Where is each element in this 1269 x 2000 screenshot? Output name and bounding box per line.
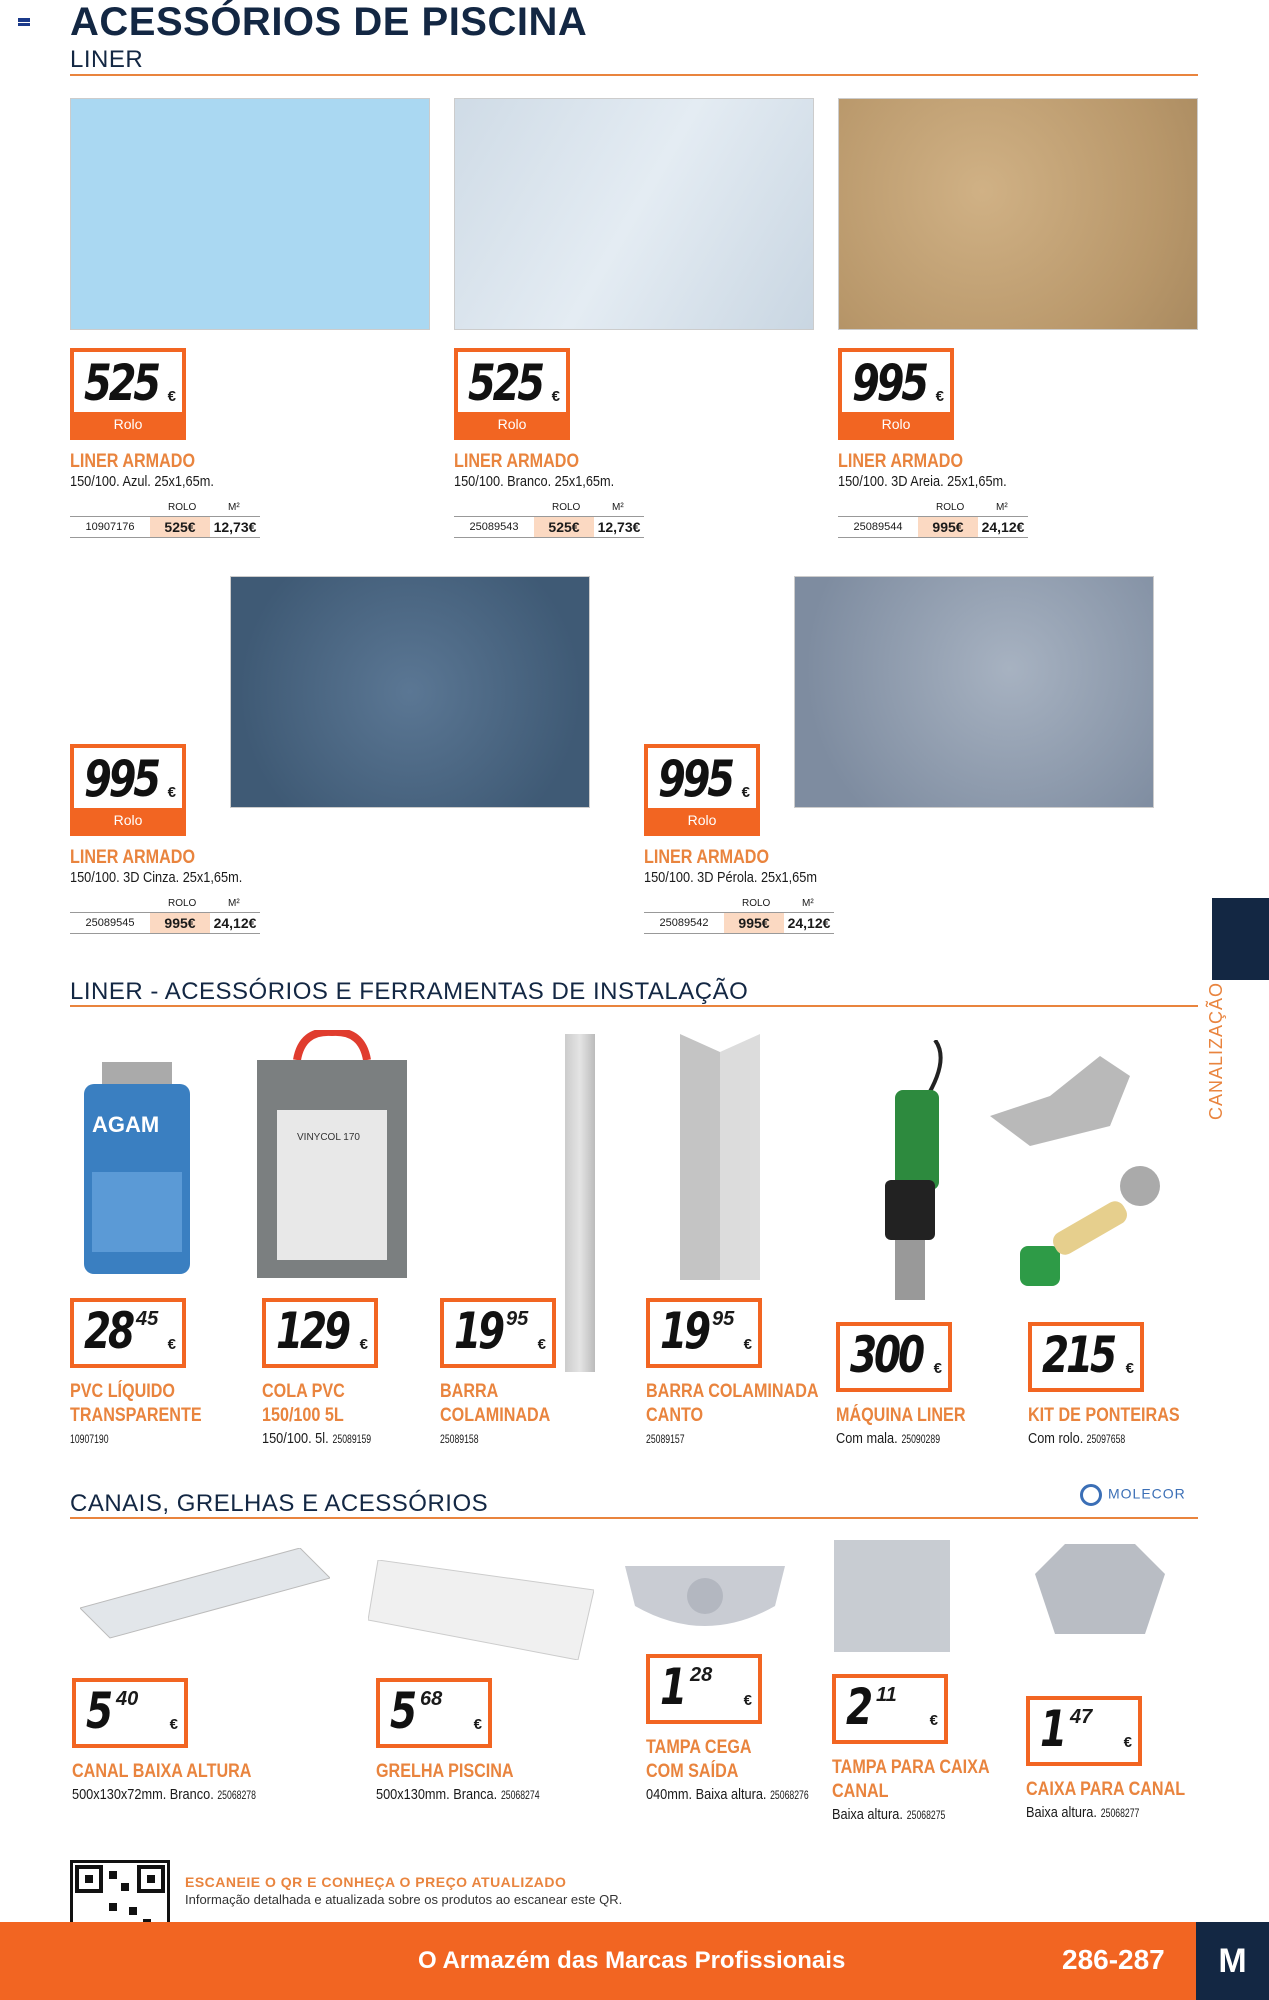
low-channel-image [80, 1548, 330, 1648]
price-table [70, 502, 260, 540]
product-code: 10907176 [70, 517, 150, 537]
price-table [454, 502, 644, 540]
product-desc-line [376, 1785, 546, 1805]
currency-symbol: € [743, 1692, 752, 1709]
price-decimals: 95 [712, 1308, 735, 1330]
colaminated-corner-bar-image [680, 1034, 760, 1280]
price-value: 28 [84, 1302, 133, 1360]
product-code: 10907190 [70, 1432, 109, 1446]
price-box [70, 1298, 186, 1368]
product-name: TAMPA CEGA [646, 1737, 752, 1758]
product-desc: 040mm. Baixa altura. [646, 1786, 767, 1803]
price-box [72, 1678, 188, 1748]
product-desc: Com mala. [836, 1430, 898, 1447]
table-row [70, 912, 260, 934]
product-name: LINER ARMADO [454, 451, 580, 472]
table-row [644, 912, 834, 934]
price-box [454, 348, 570, 440]
price-unit: Rolo [458, 412, 566, 436]
product-name: CANAL BAIXA ALTURA [72, 1761, 252, 1782]
currency-symbol: € [167, 784, 176, 801]
product-name: LINER ARMADO [70, 847, 196, 868]
side-tab [1212, 898, 1269, 980]
product-code: 25089157 [646, 1432, 685, 1446]
product-desc: 500x130mm. Branca. [376, 1786, 498, 1803]
price-unit: Rolo [74, 808, 182, 832]
currency-symbol: € [741, 784, 750, 801]
price-value: 1 [1040, 1700, 1065, 1758]
col-header-m2: M² [612, 502, 624, 513]
molecor-icon [1080, 1484, 1102, 1506]
col-header-m2: M² [802, 898, 814, 909]
molecor-logo-text: MOLECOR [1108, 1485, 1186, 1502]
table-row [838, 516, 1028, 538]
currency-symbol: € [537, 1336, 546, 1353]
price-decimals: 45 [136, 1308, 159, 1330]
col-header-roll: ROLO [168, 898, 197, 909]
m2-price: 12,73€ [213, 519, 257, 535]
product-name-line2: COLAMINADA [440, 1405, 551, 1426]
product-desc: 500x130x72mm. Branco. [72, 1786, 214, 1803]
product-desc: 150/100. 3D Areia. 25x1,65m. [838, 473, 1007, 490]
col-header-roll: ROLO [552, 502, 581, 513]
product-name-line2: CANAL [832, 1781, 889, 1802]
liner-swatch-blue [70, 98, 430, 330]
brand-logo[interactable]: M [1196, 1922, 1269, 2000]
product-code: 25068278 [217, 1788, 256, 1802]
price-box [836, 1322, 952, 1392]
page-title: ACESSÓRIOS DE PISCINA [70, 0, 588, 44]
price-box [70, 744, 186, 836]
product-desc: 150/100. Branco. 25x1,65m. [454, 473, 615, 490]
qr-text: Informação detalhada e atualizada sobre os produtos ao escanear este QR. [185, 1892, 623, 1907]
channel-box-image [1025, 1544, 1175, 1648]
price-decimals: 28 [690, 1664, 713, 1686]
price-decimals: 95 [506, 1308, 529, 1330]
m2-price: 24,12€ [787, 915, 831, 931]
product-desc-line [70, 1429, 115, 1449]
liner-swatch-white [454, 98, 814, 330]
product-name: LINER ARMADO [838, 451, 964, 472]
price-value: 5 [390, 1682, 415, 1740]
footer-text: O Armazém das Marcas Profissionais [418, 1947, 846, 1974]
liner-swatch-grey [230, 576, 590, 808]
product-name: BARRA [440, 1381, 499, 1402]
product-code: 25090289 [901, 1432, 940, 1446]
product-desc: Com rolo. [1028, 1430, 1084, 1447]
price-box [838, 348, 954, 440]
product-name: CAIXA PARA CANAL [1026, 1779, 1186, 1800]
svg-text:VINYCOL 170: VINYCOL 170 [297, 1132, 360, 1143]
price-box [646, 1654, 762, 1724]
roll-price: 995€ [150, 913, 210, 933]
flag-icon [18, 18, 30, 26]
product-code: 25089543 [454, 517, 534, 537]
roll-price: 525€ [150, 517, 210, 537]
product-desc-line [440, 1429, 485, 1449]
product-name-line2: CANTO [646, 1405, 704, 1426]
nozzle-kit-image [990, 1036, 1170, 1312]
currency-symbol: € [167, 388, 176, 405]
m2-price: 12,73€ [597, 519, 641, 535]
product-name-line2: COM SAÍDA [646, 1761, 739, 1782]
svg-text:AGAM: AGAM [92, 1112, 160, 1137]
product-name: LINER ARMADO [644, 847, 770, 868]
product-name: LINER ARMADO [70, 451, 196, 472]
product-desc-line [1026, 1803, 1146, 1823]
molecor-logo [1080, 1484, 1186, 1506]
section-title-liner: LINER [70, 46, 144, 73]
table-row [454, 516, 644, 538]
price-box [70, 348, 186, 440]
product-name: PVC LÍQUIDO [70, 1381, 175, 1402]
roll-price: 525€ [534, 517, 594, 537]
price-value: 995 [658, 750, 732, 808]
section-rule [70, 1005, 1198, 1007]
product-code: 25089544 [838, 517, 918, 537]
qr-title: ESCANEIE O QR E CONHEÇA O PREÇO ATUALIZADO [185, 1874, 567, 1890]
price-box [262, 1298, 378, 1368]
liner-machine-image [855, 1040, 965, 1304]
currency-symbol: € [167, 1336, 176, 1353]
price-unit: Rolo [648, 808, 756, 832]
price-table [644, 898, 834, 936]
price-decimals: 40 [116, 1688, 139, 1710]
price-value: 995 [852, 354, 926, 412]
product-name-line2: TRANSPARENTE [70, 1405, 202, 1426]
price-box [440, 1298, 556, 1368]
price-value: 19 [454, 1302, 503, 1360]
price-box [832, 1674, 948, 1744]
table-row [70, 516, 260, 538]
price-value: 995 [84, 750, 158, 808]
section-title-channels: CANAIS, GRELHAS E ACESSÓRIOS [70, 1490, 489, 1517]
product-desc: Baixa altura. [832, 1806, 903, 1823]
price-box [646, 1298, 762, 1368]
pvc-glue-can-image [252, 1030, 412, 1282]
blind-cover-image [625, 1556, 785, 1640]
roll-price: 995€ [918, 517, 978, 537]
price-value: 1 [660, 1658, 685, 1716]
currency-symbol: € [551, 388, 560, 405]
section-rule [70, 1517, 1198, 1519]
price-unit: Rolo [842, 412, 950, 436]
product-code: 25089545 [70, 913, 150, 933]
price-value: 5 [86, 1682, 111, 1740]
product-name: MÁQUINA LINER [836, 1405, 966, 1426]
col-header-roll: ROLO [936, 502, 965, 513]
product-desc: 150/100. 3D Pérola. 25x1,65m [644, 869, 817, 886]
product-code: 25068275 [906, 1808, 946, 1822]
price-decimals: 47 [1070, 1706, 1093, 1728]
price-value: 215 [1042, 1326, 1115, 1384]
pvc-liquid-can-image [82, 1062, 192, 1277]
product-desc-line [836, 1429, 947, 1449]
price-box [1028, 1322, 1144, 1392]
currency-symbol: € [743, 1336, 752, 1353]
side-label: CANALIZAÇÃO [1206, 981, 1226, 1120]
product-code: 25089158 [440, 1432, 479, 1446]
product-code: 25068277 [1100, 1806, 1140, 1820]
product-name: GRELHA PISCINA [376, 1761, 514, 1782]
col-header-roll: ROLO [742, 898, 771, 909]
product-desc-line [72, 1785, 263, 1805]
currency-symbol: € [359, 1336, 368, 1353]
m2-price: 24,12€ [981, 519, 1025, 535]
product-name-line2: 150/100 5L [262, 1405, 344, 1426]
currency-symbol: € [929, 1712, 938, 1729]
price-value: 129 [276, 1302, 349, 1360]
price-unit: Rolo [74, 412, 182, 436]
price-value: 525 [84, 354, 158, 412]
product-code: 25068276 [770, 1788, 809, 1802]
price-value: 19 [660, 1302, 709, 1360]
product-desc: 150/100. 5l. [262, 1430, 329, 1447]
section-title-tools: LINER - ACESSÓRIOS E FERRAMENTAS DE INSTALAÇÃO [70, 978, 749, 1005]
product-desc-line [262, 1429, 378, 1449]
price-box [644, 744, 760, 836]
section-rule [70, 74, 1198, 76]
col-header-roll: ROLO [168, 502, 197, 513]
currency-symbol: € [169, 1716, 178, 1733]
product-code: 25068274 [500, 1788, 540, 1802]
currency-symbol: € [1125, 1360, 1134, 1377]
price-box [376, 1678, 492, 1748]
price-box [1026, 1696, 1142, 1766]
currency-symbol: € [473, 1716, 482, 1733]
currency-symbol: € [935, 388, 944, 405]
roll-price: 995€ [724, 913, 784, 933]
product-desc-line [1028, 1429, 1132, 1449]
product-desc: 150/100. 3D Cinza. 25x1,65m. [70, 869, 243, 886]
product-desc-line [646, 1429, 691, 1449]
product-desc: Baixa altura. [1026, 1804, 1097, 1821]
product-name: KIT DE PONTEIRAS [1028, 1405, 1180, 1426]
colaminated-bar-image [565, 1034, 595, 1372]
price-value: 2 [846, 1678, 871, 1736]
m2-price: 24,12€ [213, 915, 257, 931]
pool-grate-image [368, 1560, 594, 1660]
product-desc-line [646, 1785, 815, 1805]
product-desc: 150/100. Azul. 25x1,65m. [70, 473, 214, 490]
price-value: 300 [850, 1326, 923, 1384]
liner-swatch-pearl [794, 576, 1154, 808]
product-code: 25089542 [644, 913, 724, 933]
col-header-m2: M² [228, 898, 240, 909]
product-code: 25089159 [332, 1432, 371, 1446]
product-name: BARRA COLAMINADA [646, 1381, 819, 1402]
currency-symbol: € [1123, 1734, 1132, 1751]
price-table [70, 898, 260, 936]
page-numbers: 286-287 [1062, 1944, 1165, 1975]
channel-box-cover-image [834, 1540, 950, 1652]
liner-swatch-sand [838, 98, 1198, 330]
col-header-m2: M² [996, 502, 1008, 513]
price-decimals: 68 [420, 1688, 443, 1710]
price-value: 525 [468, 354, 542, 412]
product-name: COLA PVC [262, 1381, 345, 1402]
price-table [838, 502, 1028, 540]
product-name: TAMPA PARA CAIXA [832, 1757, 990, 1778]
product-code: 25097658 [1086, 1432, 1126, 1446]
product-desc-line [832, 1805, 952, 1825]
price-decimals: 11 [876, 1684, 897, 1706]
col-header-m2: M² [228, 502, 240, 513]
currency-symbol: € [933, 1360, 942, 1377]
